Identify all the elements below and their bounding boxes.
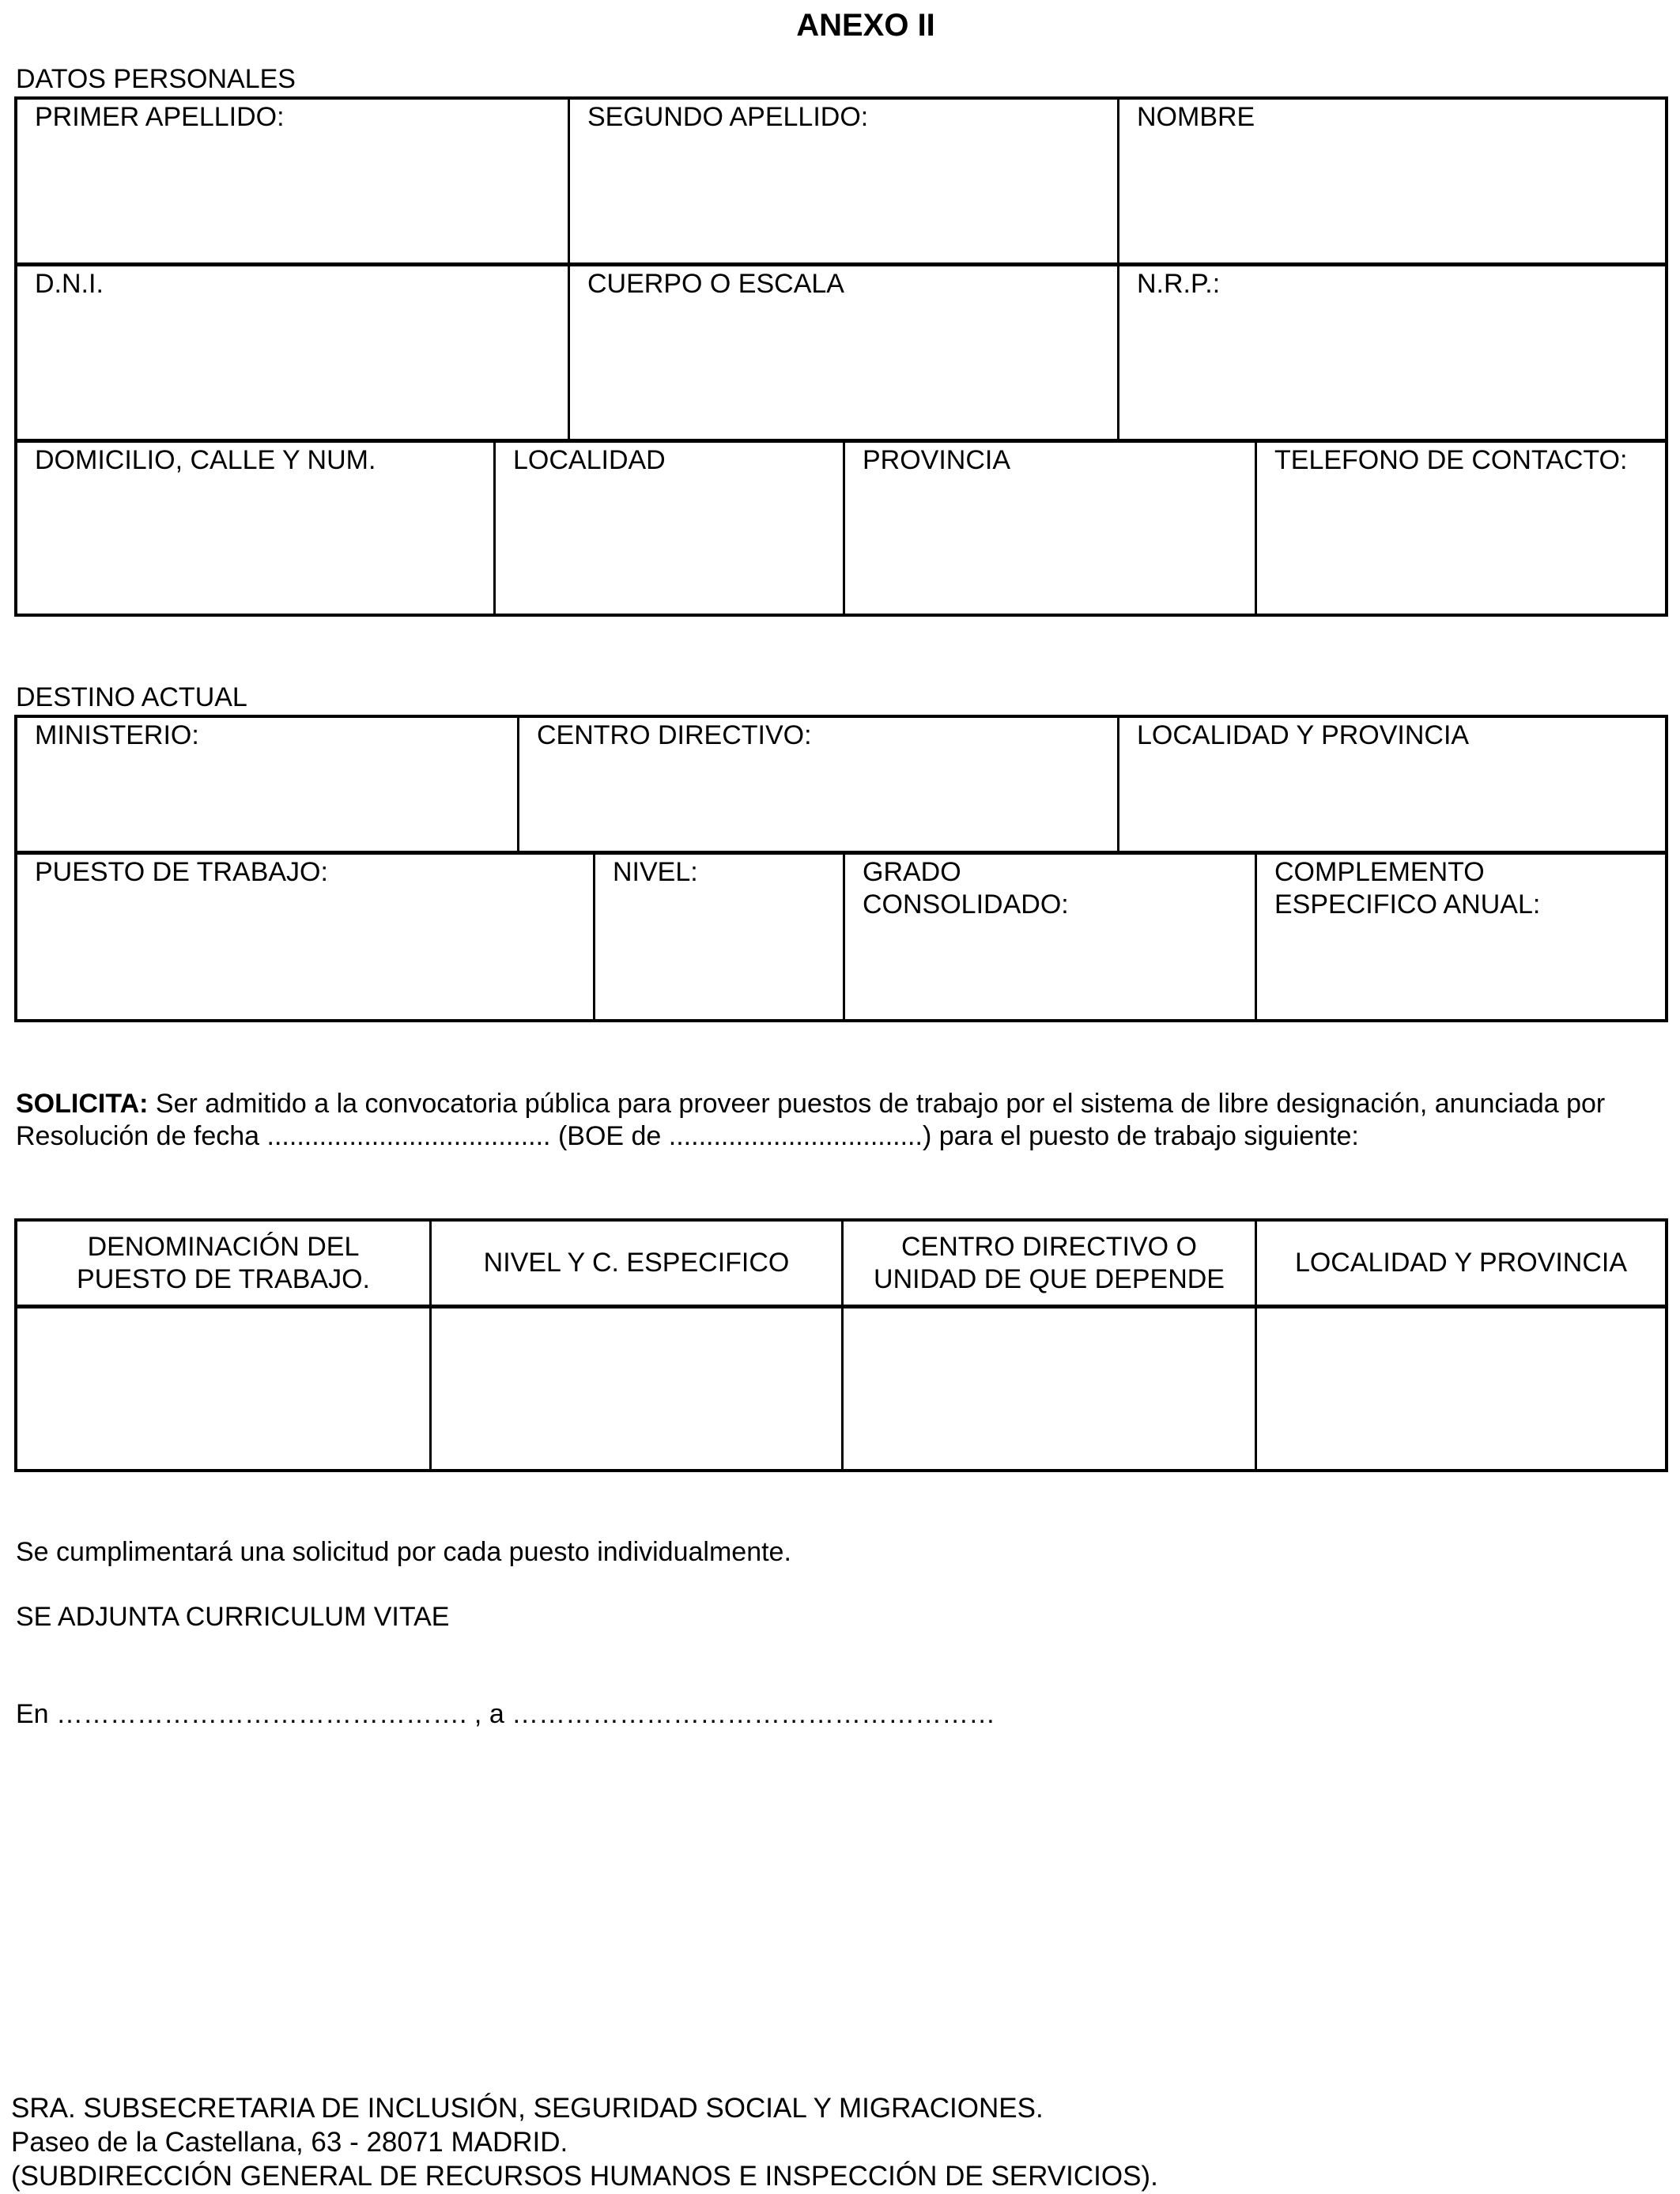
nivel-field[interactable]: NIVEL: xyxy=(593,855,843,1019)
ministerio-field[interactable]: MINISTERIO: xyxy=(35,720,199,750)
complemento-especifico-field[interactable]: COMPLEMENTO ESPECIFICO ANUAL: xyxy=(1255,855,1665,1019)
localidad-provincia-input-cell[interactable] xyxy=(1255,1308,1665,1469)
personal-data-label: DATOS PERSONALES xyxy=(16,64,296,94)
destino-row-1 xyxy=(14,715,1668,854)
personal-row-2 xyxy=(14,263,1668,442)
header-denominacion: DENOMINACIÓN DEL PUESTO DE TRABAJO. xyxy=(77,1231,370,1294)
centro-directivo-input-cell[interactable] xyxy=(841,1308,1255,1469)
solicitud-note: Se cumplimentará una solicitud por cada puesto individualmente. xyxy=(16,1537,791,1567)
solicita-text: Ser admitido a la convocatoria pública para proveer puestos de trabajo por el sistema de libre designación, anunciada por Resolución de fecha ...................................... (BOE de ..................................) para el puesto de trabajo siguiente: xyxy=(16,1089,1606,1151)
footer-recipient: SRA. SUBSECRETARIA DE INCLUSIÓN, SEGURIDAD SOCIAL Y MIGRACIONES. xyxy=(11,2093,1044,2124)
solicita-paragraph xyxy=(16,1088,1668,1153)
localidad-provincia-field[interactable]: LOCALIDAD Y PROVINCIA xyxy=(1117,718,1665,851)
puesto-trabajo-field[interactable]: PUESTO DE TRABAJO: xyxy=(35,857,328,887)
personal-row-3 xyxy=(14,440,1668,617)
header-localidad-provincia: LOCALIDAD Y PROVINCIA xyxy=(1255,1222,1665,1305)
nrp-field[interactable]: N.R.P.: xyxy=(1117,266,1665,439)
centro-directivo-field[interactable]: CENTRO DIRECTIVO: xyxy=(517,718,1117,851)
header-nivel: NIVEL Y C. ESPECIFICO xyxy=(429,1222,841,1305)
curriculum-note: SE ADJUNTA CURRICULUM VITAE xyxy=(16,1602,450,1632)
puesto-table-header xyxy=(14,1218,1668,1308)
document-title: ANEXO II xyxy=(796,8,935,43)
destino-actual-label: DESTINO ACTUAL xyxy=(16,682,247,712)
solicita-heading: SOLICITA: xyxy=(16,1089,149,1119)
primer-apellido-field[interactable]: PRIMER APELLIDO: xyxy=(35,102,285,132)
segundo-apellido-field[interactable]: SEGUNDO APELLIDO: xyxy=(568,100,1117,262)
personal-row-1 xyxy=(14,96,1668,266)
puesto-table-row xyxy=(14,1305,1668,1472)
footer-subdirection: (SUBDIRECCIÓN GENERAL DE RECURSOS HUMANOS E INSPECCIÓN DE SERVICIOS). xyxy=(11,2161,1158,2192)
place-date-line[interactable]: En ………………………………………. , a ……………………………………………… xyxy=(16,1699,996,1729)
localidad-field[interactable]: LOCALIDAD xyxy=(493,443,843,614)
header-centro-directivo: CENTRO DIRECTIVO O UNIDAD DE QUE DEPENDE xyxy=(841,1222,1255,1305)
denominacion-input-cell[interactable] xyxy=(17,1308,429,1469)
telefono-field[interactable]: TELEFONO DE CONTACTO: xyxy=(1255,443,1665,614)
grado-consolidado-field[interactable]: GRADO CONSOLIDADO: xyxy=(843,855,1255,1019)
dni-field[interactable]: D.N.I. xyxy=(35,269,104,299)
destino-row-2 xyxy=(14,852,1668,1022)
domicilio-field[interactable]: DOMICILIO, CALLE Y NUM. xyxy=(35,445,376,475)
cuerpo-escala-field[interactable]: CUERPO O ESCALA xyxy=(568,266,1117,439)
provincia-field[interactable]: PROVINCIA xyxy=(843,443,1255,614)
nivel-input-cell[interactable] xyxy=(429,1308,841,1469)
footer-address: Paseo de la Castellana, 63 - 28071 MADRID. xyxy=(11,2127,568,2158)
nombre-field[interactable]: NOMBRE xyxy=(1117,100,1665,262)
